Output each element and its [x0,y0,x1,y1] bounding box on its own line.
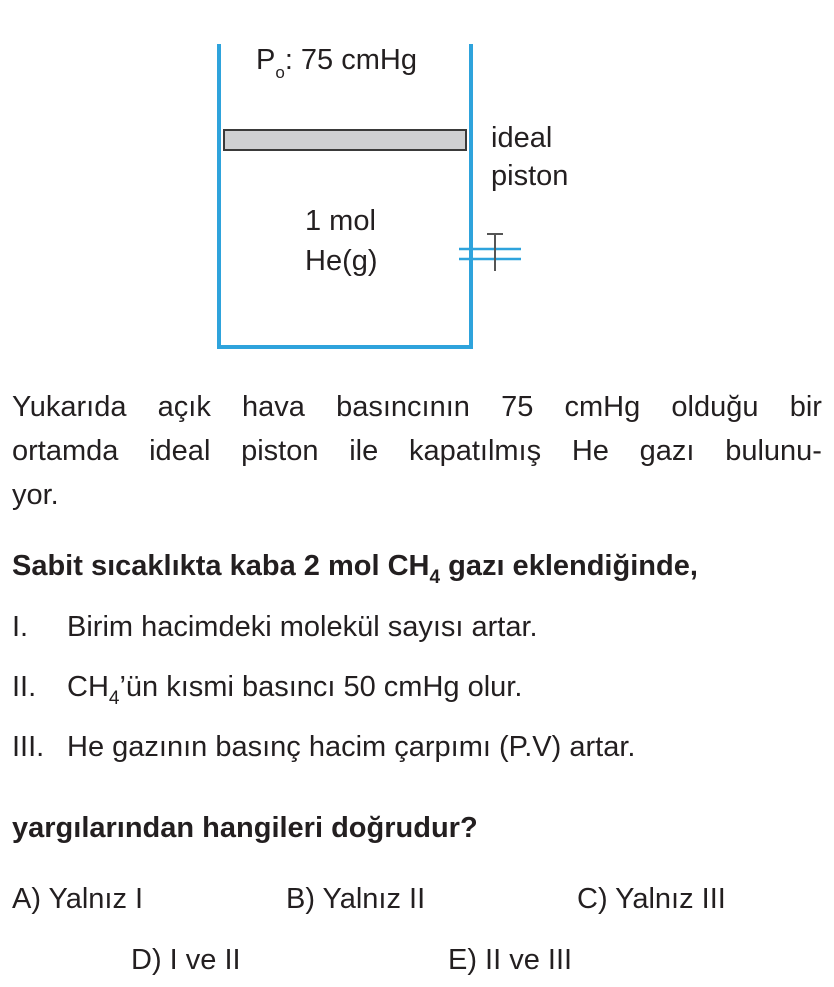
paragraph-line-2 [12,429,822,473]
paragraph-line-1-word: açık [157,391,211,423]
gas-container-diagram [0,0,834,360]
statement-2-number: II. [12,671,37,703]
container-walls [219,44,471,347]
paragraph-line-1 [12,385,822,429]
statement-2-subscript: 4 [108,688,120,709]
statement-2-text-part2: ’ün kısmi basıncı 50 cmHg olur. [119,671,523,703]
piston-label-line1: ideal [491,122,553,154]
statement-2 [12,671,523,709]
gas-amount-label: 1 mol [305,205,376,237]
valve-tap [459,234,521,271]
choice-b[interactable]: B) Yalnız II [286,883,426,915]
statement-3 [12,731,635,764]
stem-part2: gazı eklendiğinde, [440,550,698,582]
statement-1-text: Birim hacimdeki molekül sayısı artar. [67,611,538,643]
paragraph-line-2-word: ortamda [12,435,119,467]
paragraph-line-1-word: 75 [501,391,534,423]
paragraph-line-1-word: basıncının [336,391,470,423]
statement-1-number: I. [12,611,29,643]
statement-2-text-part1: CH [67,671,109,703]
paragraph-line-2-word: piston [241,435,319,467]
paragraph-line-2-word: He [571,435,609,467]
paragraph-line-1-word: bir [789,391,822,423]
paragraph-line-1-word: hava [242,391,305,423]
question-paragraph [12,385,824,517]
paragraph-line-1-word: cmHg [564,391,641,423]
paragraph-line-2-word: bulunu- [725,435,822,467]
stem-subscript: 4 [429,567,441,588]
paragraph-line-1-word: olduğu [671,391,759,423]
question-stem [12,550,698,588]
paragraph-line-2-word: kapatılmış [408,435,542,467]
question-closing: yargılarından hangileri doğrudur? [12,812,478,844]
paragraph-line-2-word: ile [349,435,379,467]
choice-a[interactable]: A) Yalnız I [12,883,144,915]
choice-e[interactable]: E) II ve III [448,944,573,976]
po-value: : 75 cmHg [284,44,417,76]
po-subscript: o [275,63,285,82]
statement-1 [12,611,538,644]
paragraph-line-2-word: gazı [639,435,695,467]
po-symbol: P [256,44,276,76]
gas-identity-label: He(g) [305,245,378,277]
paragraph-line-1-word: Yukarıda [12,391,127,423]
statement-3-text: He gazının basınç hacim çarpımı (P.V) artar. [67,731,636,763]
statement-3-number: III. [12,731,45,763]
paragraph-line-2-word: ideal [149,435,211,467]
stem-part1: Sabit sıcaklıkta kaba 2 mol CH [12,550,430,582]
choice-d[interactable]: D) I ve II [131,944,241,976]
atmospheric-pressure-label [256,44,417,82]
choice-c[interactable]: C) Yalnız III [577,883,726,915]
paragraph-line-3: yor. [12,479,59,511]
piston [224,130,466,150]
piston-label-line2: piston [491,160,569,192]
